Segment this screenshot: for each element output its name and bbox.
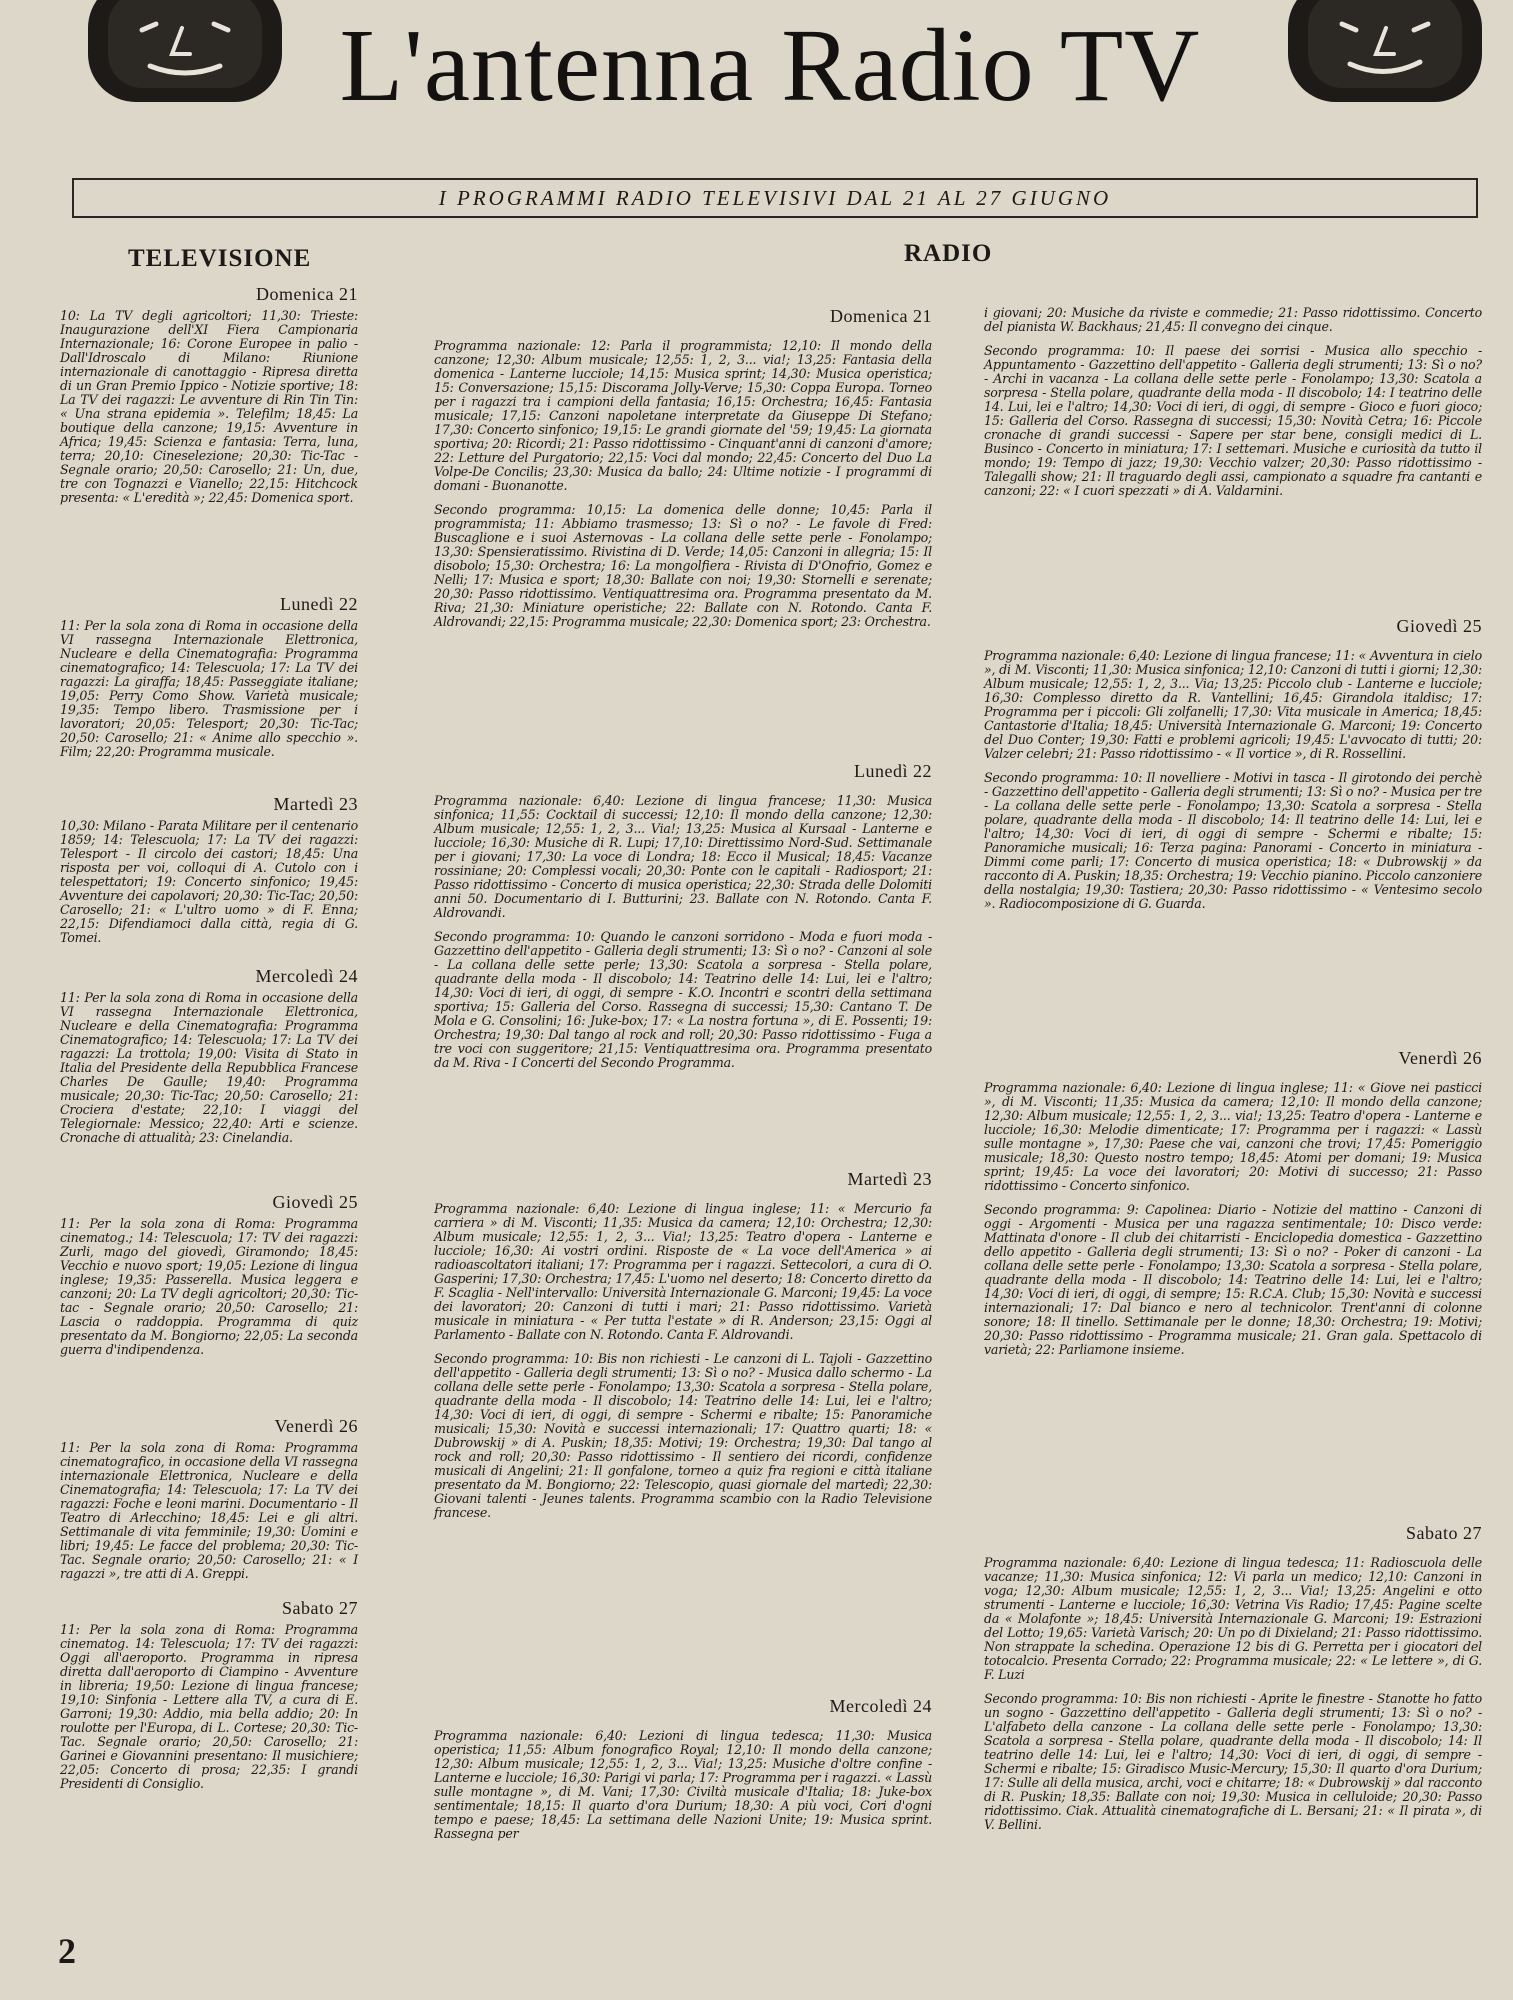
section-title-television: TELEVISIONE — [128, 245, 312, 272]
day-heading: Sabato 27 — [1406, 1523, 1482, 1543]
masthead-title: L'antenna Radio TV — [339, 8, 1201, 123]
radio-day-block — [984, 616, 1482, 1048]
radio-national-program: Programma nazionale: 12: Parla il programmista; 12,10: Il mondo della canzone; 12,30: Album musicale; 12,55: 1, 2, 3... via!; 13,25: Fantasia della domenica - Lanterne lucciole; 14,15: Musica sprint; 14,30: Musica operistica; 15: Conversazione; 15,15: Discorama Jolly-Verve; 15,30: Coppa Europa. Torneo per i ragazzi tra i campioni della fantasia; 16,15: Orchestra; 16,45: Fantasia musicale; 17,15: Canzoni napoletane interpretate da Giuseppe Di Stefano; 17,30: Concerto sinfonico; 19,15: Le grandi giornate del '59; 19,45: La giornata sportiva; 20: Ricordi; 21: Passo ridottissimo - Cinquant'anni di canzoni d'amore; 22: Letture del Purgatorio; 22,15: Voci dal mondo; 22,45: Concerto del Duo La Volpe-De Concilis; 23,30: Musica da ballo; 24: Ultime notizie - I programmi di domani - Buonanotte. — [434, 338, 932, 493]
section-title-radio: RADIO — [904, 240, 993, 267]
day-heading: Mercoledì 24 — [829, 1696, 932, 1716]
tv-day-block — [60, 1192, 358, 1416]
radio-second-program: Secondo programma: 10: Quando le canzoni sorridono - Moda e fuori moda - Gazzettino dell'appetito - Galleria degli strumenti; 13: Sì o no? - Canzoni al sole - La collana delle sette perle; 13,30: Scatola a sorpresa - Stella polare, quadrante della moda - Il discobolo; 14: Teatrino delle 14: Lui, lei e l'altro; 14,30: Voci di ieri, di oggi, di sempre - K.O. Incontri e scontri della settimana sportiva; 15: Galleria del Corso. Rassegna di successi; 15,30: Cantano T. De Mola e G. Consolini; 16: Juke-box; 17: « La nostra fortuna », di E. Possenti; 19: Orchestra; 19,30: Dal tango al rock and roll; 20,30: Passo ridottissimo - Fuga a tre voci con suggeritore; 21,15: Ventiquattresima ora. Programma presentato da M. Riva - I Concerti del Secondo Programma. — [434, 929, 932, 1070]
tv-day-block — [60, 1598, 358, 1791]
radio-national-program: Programma nazionale: 6,40: Lezioni di lingua tedesca; 11,30: Musica operistica; 11,55: Album fonografico Royal; 12,10: Il mondo della canzone; 12,30: Album musicale; 12,55: 1, 2, 3... Via!; 13,25: Musiche d'oltre confine - Lanterne e lucciole; 16,30: Parigi vi parla; 17: Programma per i ragazzi. « Lassù sulle montagne », di M. Vani; 17,30: Civiltà musicale d'Italia; 18: Juke-box sentimentale; 18,15: Il quarto d'ora Durium; 18,30: A più voci, Cori d'ogni tempo e paese; 18,45: La settimana delle Nazioni Unite; 19: Musica sprint. Rassegna per — [434, 1728, 932, 1841]
tv-listing: 11: Per la sola zona di Roma: Programma cinematografico, in occasione della VI rassegna internazionale Elettronica, Nucleare e della Cinematografia; 14: Telescuola; 17: La TV dei ragazzi: Foche e leoni marini. Documentario - Il Teatro di Arlecchino; 18,45: Lei e gli altri. Settimanale di vita femminile; 19,30: Uomini e libri; 19,45: Le facce del problema; 20,30: Tic-Tac. Segnale orario; 20,50: Carosello; 21: « I ragazzi », tre atti di A. Greppi. — [60, 1440, 358, 1581]
day-heading: Mercoledì 24 — [255, 966, 358, 986]
radio-day-block — [984, 1048, 1482, 1523]
day-heading: Giovedì 25 — [1396, 616, 1482, 636]
programs-banner: I PROGRAMMI RADIO TELEVISIVI DAL 21 AL 27 GIUGNO — [72, 178, 1478, 218]
day-heading: Domenica 21 — [256, 284, 358, 304]
page-number: 2 — [58, 1931, 76, 1971]
day-heading: Martedì 23 — [847, 1169, 932, 1189]
tv-day-block — [60, 284, 358, 594]
radio-second-program: Secondo programma: 10: Il novelliere - Motivi in tasca - Il girotondo dei perchè - Gazzettino dell'appetito - Galleria degli strumenti; 13: Sì o no? - Musica per tre - La collana delle sette perle - Fonolampo; 13,30: Scatola a sorpresa - Stella polare, quadrante della moda - Il discobolo; 14: Il teatrino delle 14: Lui, lei e l'altro; 14,30: Voci di ieri, di oggi di sempre - Schermi e ribalte; 15: Panoramiche musicali; 16: Terza pagina: Panorami - Concerto in miniatura - Dimmi come parli; 17: Concerto di musica operistica; 18: « Dubrowskij » da racconto di A. Puskin; 18,35: Orchestra; 19: Vecchio pianino. Piccolo canzoniere della nostalgia; 19,30: Tastiera; 20,30: Passo ridottissimo - « Ventesimo secolo ». Radiocomposizione di G. Guarda. — [984, 770, 1482, 911]
radio-national-program: Programma nazionale: 6,40: Lezione di lingua inglese; 11: « Mercurio fa carriera » di M. Visconti; 11,35: Musica da camera; 12,10: Orchestra; 12,30: Album musicale; 12,55: 1, 2, 3... Via!; 13,25: Teatro d'opera - Lanterne e lucciole; 16,30: Ai vostri ordini. Risposte de « La voce dell'America » ai radioascoltatori italiani; 17: Programma per i ragazzi. Settecolori, a cura di O. Gasperini; 17,30: Orchestra; 17,45: L'uomo nel deserto; 18: Concerto diretto da F. Scaglia - Nell'intervallo: Università Internazionale G. Marconi; 19,45: La voce dei lavoratori; 20: Canzoni di tutti i mari; 21: Passo ridottissimo. Varietà musicale in miniatura - « Per tutta l'estate » di R. Anderson; 23,15: Oggi al Parlamento - Ballate con N. Rotondo. Canta F. Aldrovandi. — [434, 1201, 932, 1342]
radio-day-block — [434, 1169, 932, 1696]
day-heading: Venerdì 26 — [1398, 1048, 1482, 1068]
radio-second-program: Secondo programma: 10: Bis non richiesti - Aprite le finestre - Stanotte ho fatto un sogno - Gazzettino dell'appetito - Galleria degli strumenti; 13: Sì o no? - L'alfabeto della canzone - La collana delle sette perle - Fonolampo; 13,30: Scatola a sorpresa - Stella polare, quadrante della moda - Il discobolo; 14: Il teatrino delle 14: Lui, lei e l'altro; 14,30: Voci di ieri, di oggi, di sempre - Schermi e ribalte; 15: Giradisco Music-Mercury; 15,30: Il quarto d'ora Durium; 17: Sulle ali della musica, archi, voci e chitarre; 18: « Dubrowskij » dal racconto di R. Puskin; 18,35: Ballate con noi; 19,30: Musica in celluloide; 20,30: Passo ridottissimo. Ciak. Attualità cinematografiche di L. Bersani; 21: « Il pirata », di V. Bellini. — [984, 1691, 1482, 1832]
radio-national-program: Programma nazionale: 6,40: Lezione di lingua francese; 11,30: Musica sinfonica; 11,55: Cocktail di successi; 12,10: Il mondo della canzone; 12,30: Album musicale; 12,55: 1, 2, 3... Via!; 13,25: Musica al Kursaal - Lanterne e lucciole; 16,30: Musiche di R. Lupi; 17,10: Direttissimo Nord-Sud. Settimanale per i giovani; 17,30: La voce di Londra; 18: Ecco il Musical; 18,45: Vacanze rossiniane; 20: Complessi vocali; 20,30: Ponte con le capitali - Radiosport; 21: Passo ridottissimo - Concerto di musica operistica; 22,30: Strada delle Dolomiti anni 50. Documentario di I. Butturini; 23. Ballate con N. Rotondo. Canta F. Aldrovandi. — [434, 793, 932, 920]
tv-listing: 11: Per la sola zona di Roma: Programma cinematog. 14: Telescuola; 17: TV dei ragazzi: Oggi all'aeroporto. Programma in ripresa diretta dall'aeroporto di Ciampino - Avventure in libreria; 19,50: Lezione di lingua francese; 19,10: Sinfonia - Lettere alla TV, a cura di E. Garroni; 19,30: Addio, mia bella addio; 20: In roulotte per l'Europa, di L. Cortese; 20,30: Tic-Tac. Segnale orario; 20,50: Carosello; 21: Garinei e Giovannini presentano: Il musichiere; 22,05: Concerto di prosa; 22,35: I grandi Presidenti di Consiglio. — [60, 1622, 358, 1791]
tv-face-logo-right — [1280, 0, 1490, 110]
day-heading: Domenica 21 — [830, 306, 932, 326]
radio-second-program: Secondo programma: 10,15: La domenica delle donne; 10,45: Parla il programmista; 11: Abbiamo trasmesso; 13: Sì o no? - Le favole di Fred: Buscaglione e i suoi Asternovas - La collana delle sette perle - Fonolampo; 13,30: Spensieratissimo. Rivistina di D. Verde; 14,05: Canzoni in allegria; 15: Il disobolo; 15,30: Orchestra; 16: La mongolfiera - Rivista di D'Onofrio, Gomez e Nelli; 17: Musica e sport; 18,30: Ballate con noi; 19,30: Stornelli e serenate; 20,30: Passo ridottissimo. Ventiquattresima ora. Programma presentato da M. Riva; 21,30: Miniature operistiche; 22: Ballate con N. Rotondo. Canta F. Aldrovandi; 22,15: Programma musicale; 22,30: Domenica sport; 23: Orchestra. — [434, 502, 932, 629]
radio-national-program: Programma nazionale: 6,40: Lezione di lingua tedesca; 11: Radioscuola delle vacanze; 11,30: Musica sinfonica; 12: Vi parla un medico; 12,10: Canzoni in voga; 12,30: Album musicale; 12,55: 1, 2, 3... Via!; 13,25: Angelini e otto strumenti - Lanterne e lucciole; 16,30: Vetrina Vis Radio; 17,45: Pagine scelte da « Molafonte »; 18,45: Università Internazionale G. Marconi; 19: Estrazioni del Lotto; 19,65: Varietà Varisch; 20: Un po di Dixieland; 21: Passo ridottissimo. Non strappate la schedina. Operazione 12 bis di G. Perretta per i giocatori del totocalcio. Presenta Corrado; 22: Programma musicale; 22: « Le lettere », di G. F. Luzi — [984, 1555, 1482, 1682]
day-heading: Lunedì 22 — [854, 761, 932, 781]
day-heading: Martedì 23 — [273, 794, 358, 814]
tv-listing: 11: Per la sola zona di Roma in occasione della VI rassegna Internazionale Elettronica, Nucleare e della Cinematografia: Programma cinematografico; 14: Telescuola; 17: La TV dei ragazzi: La giraffa; 18,45: Passeggiate italiane; 19,05: Perry Como Show. Varietà musicale; 19,35: Tempo libero. Trasmissione per i lavoratori; 20,05: Telesport; 20,30: Tic-Tac; 20,50: Carosello; 21: « Anime allo specchio ». Film; 22,20: Programma musicale. — [60, 618, 358, 759]
tv-day-block — [60, 794, 358, 966]
radio-day-block — [434, 306, 932, 761]
radio-second-program: Secondo programma: 9: Capolinea: Diario - Notizie del mattino - Canzoni di oggi - Argomenti - Musica per una ragazza sentimentale; 10: Disco verde: Mattinata d'onore - Il club dei chitarristi - Enciclopedia domestica - Gazzettino dello appetito - Galleria degli strumenti; 13: Sì o no? - Poker di canzoni - La collana delle sette perle - Fonolampo; 13,30: Scatola a sorpresa - Stella polare, quadrante della moda - Il discobolo; 14: Teatrino delle 14: Lui, lei e l'altro; 14,30: Voci di ieri, di oggi, di sempre; 15: R.C.A. Club; 15,30: Novità e successi internazionali; 17: Dal bianco e nero al technicolor. Trent'anni di colonne sonore; 18: Il tinello. Settimanale per le donne; 18,30: Orchestra; 19: Motivi; 20,30: Passo ridottissimo - Programma musicale; 21. Gran gala. Spettacolo di varietà; 22: Parliamone insieme. — [984, 1202, 1482, 1357]
radio-day-block — [984, 1523, 1482, 1832]
radio-continuation-block — [984, 306, 1482, 616]
tv-listing: 11: Per la sola zona di Roma in occasione della VI rassegna Internazionale Elettronica, Nucleare e della Cinematografia: Programma Cinematografico; 14: Telescuola; 17: La TV dei ragazzi: La trottola; 19,00: Visita di Stato in Italia del Presidente della Repubblica Francese Charles De Gaulle; 19,40: Programma musicale; 20,30: Tic-Tac; 20,50: Carosello; 21: Crociera d'estate; 22,10: I viaggi del Telegiornale: Messico; 22,40: Arti e scienze. Cronache di attualità; 23: Cinelandia. — [60, 990, 358, 1145]
tv-face-logo-left — [80, 0, 290, 110]
day-heading: Lunedì 22 — [280, 594, 358, 614]
tv-day-block — [60, 1416, 358, 1598]
radio-national-program: Programma nazionale: 6,40: Lezione di lingua francese; 11: « Avventura in cielo », di M. Visconti; 11,30: Musica sinfonica; 12,10: Canzoni di tutti i giorni; 12,30: Album musicale; 12,55: 1, 2, 3... Via; 13,25: Piccolo club - Lanterne e lucciole; 16,30: Complesso diretto da R. Vantellini; 16,45: Girandola italdisc; 17: Programma per i piccoli: Gli zolfanelli; 17,30: Vita musicale in America; 18,45: Cantastorie d'Italia; 18,45: Università Internazionale G. Marconi; 19: Concerto del Duo Conter; 19,30: Fatti e problemi agricoli; 19,45: L'avvocato di tutti; 20: Valzer celebri; 21: Passo ridottissimo - « Il vortice », di R. Rossellini. — [984, 648, 1482, 761]
radio-day-block — [434, 1696, 932, 1841]
radio-national-program-continued: i giovani; 20: Musiche da riviste e commedie; 21: Passo ridottissimo. Concerto del pianista W. Backhaus; 21,45: Il convegno dei cinque. — [984, 305, 1482, 334]
day-heading: Venerdì 26 — [274, 1416, 358, 1436]
day-heading: Sabato 27 — [282, 1598, 358, 1618]
radio-second-program: Secondo programma: 10: Il paese dei sorrisi - Musica allo specchio - Appuntamento - Gazzettino dell'appetito - Galleria degli strumenti; 13: Sì o no? - Archi in vacanza - La collana delle sette perle - Fonolampo; 13,30: Scatola a sorpresa - Stella polare, quadrante della moda - Il discobolo; 14: I teatrino delle 14. Lui, lei e l'altro; 14,30: Voci di ieri, di oggi, di sempre - Gioco e fuori gioco; 15: Galleria del Corso. Rassegna di successi; 15,30: Novità Cetra; 16: Piccole cronache di grandi successi - Sapere per star bene, consigli medici di L. Businco - Concerto in miniatura; 17: I settemari. Musiche e curiosità da tutto il mondo; 19: Tempo di jazz; 19,30: Vecchio valzer; 20,30: Passo ridottissimo - Talegalli show; 21: Il traguardo degli assi, campionato a squadre fra cantanti e canzoni; 22: « I cuori spezzati » di A. Valdarnini. — [984, 343, 1482, 498]
radio-column-middle — [434, 306, 932, 1841]
radio-national-program: Programma nazionale: 6,40: Lezione di lingua inglese; 11: « Giove nei pasticci », di M. Visconti; 11,35: Musica da camera; 12,10: Il mondo della canzone; 12,30: Album musicale; 12,55: 1, 2, 3... via!; 13,25: Teatro d'opera - Lanterne e lucciole; 16,30: Melodie dimenticate; 17: Programma per i ragazzi: « Lassù sulle montagne », 17,30: Paese che vai, canzoni che trovi; 17,45: Pomeriggio musicale; 18,30: Questo nostro tempo; 18,45: Atomi per domani; 19: Musica sprint; 19,45: La voce dei lavoratori; 20: Motivi di successo; 21: Passo ridottissimo - Concerto sinfonico. — [984, 1080, 1482, 1193]
radio-day-block — [434, 761, 932, 1169]
radio-second-program: Secondo programma: 10: Bis non richiesti - Le canzoni di L. Tajoli - Gazzettino dell'appetito - Galleria degli strumenti; 13: Sì o no? - Musica dallo schermo - La collana delle sette perle - Fonolampo; 13,30: Scatola a sorpresa - Stella polare, quadrante della moda - Il discobolo; 14: Teatrino delle 14: Lui, lei e l'altro; 14,30: Voci di ieri, di oggi, di sempre - Schermi e ribalte; 15: Panoramiche musicali; 15,30: Novità e successi internazionali; 17: Quattro quarti; 18: « Dubrowskij » di A. Puskin; 18,35: Motivi; 19: Orchestra; 19,30: Dal tango al rock and roll; 20,30: Passo ridottissimo - Il sentiero dei ricordi, confidenze musicali di Angelini; 21: Il gonfalone, torneo a quiz fra regioni e città italiane presentato da M. Bongiorno; 22: Telescopio, quasi giornale del martedì; 22,30: Giovani talenti - Jeunes talents. Programma scambio con la Radio Televisione francese. — [434, 1351, 932, 1520]
tv-listing: 10,30: Milano - Parata Militare per il centenario 1859; 14: Telescuola; 17: La TV dei ragazzi: Telesport - Il circolo dei castori; 18,45: Una risposta per voi, colloqui di A. Cutolo con i telespettatori; 19: Concerto sinfonico; 19,45: Avventure dei capolavori; 20,30: Tic-Tac; 20,50: Carosello; 21: « L'ultro uomo » di F. Enna; 22,15: Difendiamoci dalla città, regia di G. Tomei. — [60, 818, 358, 945]
tv-day-block — [60, 966, 358, 1192]
tv-listing: 11: Per la sola zona di Roma: Programma cinematog.; 14: Telescuola; 17: TV dei ragazzi: Zurli, mago del giovedì, Giramondo; 18,45: Vecchio e nuovo sport; 19,05: Lezione di lingua inglese; 19,35: Passerella. Musica leggera e canzoni; 20: La TV degli agricoltori; 20,30: Tic-tac - Segnale orario; 20,50: Carosello; 21: Lascia o raddoppia. Programma di quiz presentato da M. Bongiorno; 22,05: La seconda guerra d'indipendenza. — [60, 1216, 358, 1357]
television-column — [60, 284, 358, 1791]
radio-column-right — [984, 306, 1482, 1832]
day-heading: Giovedì 25 — [272, 1192, 358, 1212]
tv-listing: 10: La TV degli agricoltori; 11,30: Trieste: Inaugurazione dell'XI Fiera Campionaria Internazionale; 16: Corone Europee in palio - Dall'Idroscalo di Milano: Riunione internazionale di canottaggio - Ripresa diretta di un Gran Premio Ippico - Notizie sportive; 18: La TV dei ragazzi: Le avventure di Rin Tin Tin: « Una strana epidemia ». Telefilm; 18,45: La boutique della canzone; 19,15: Avventure in Africa; 19,45: Scienza e fantasia: Terra, luna, terra; 20,10: Cineselezione; 20,30: Tic-Tac - Segnale orario; 20,50: Carosello; 21: Un, due, tre con Tognazzi e Vianello; 22,15: Hitchcock presenta: « L'eredità »; 22,45: Domenica sport. — [60, 308, 358, 505]
tv-day-block — [60, 594, 358, 794]
